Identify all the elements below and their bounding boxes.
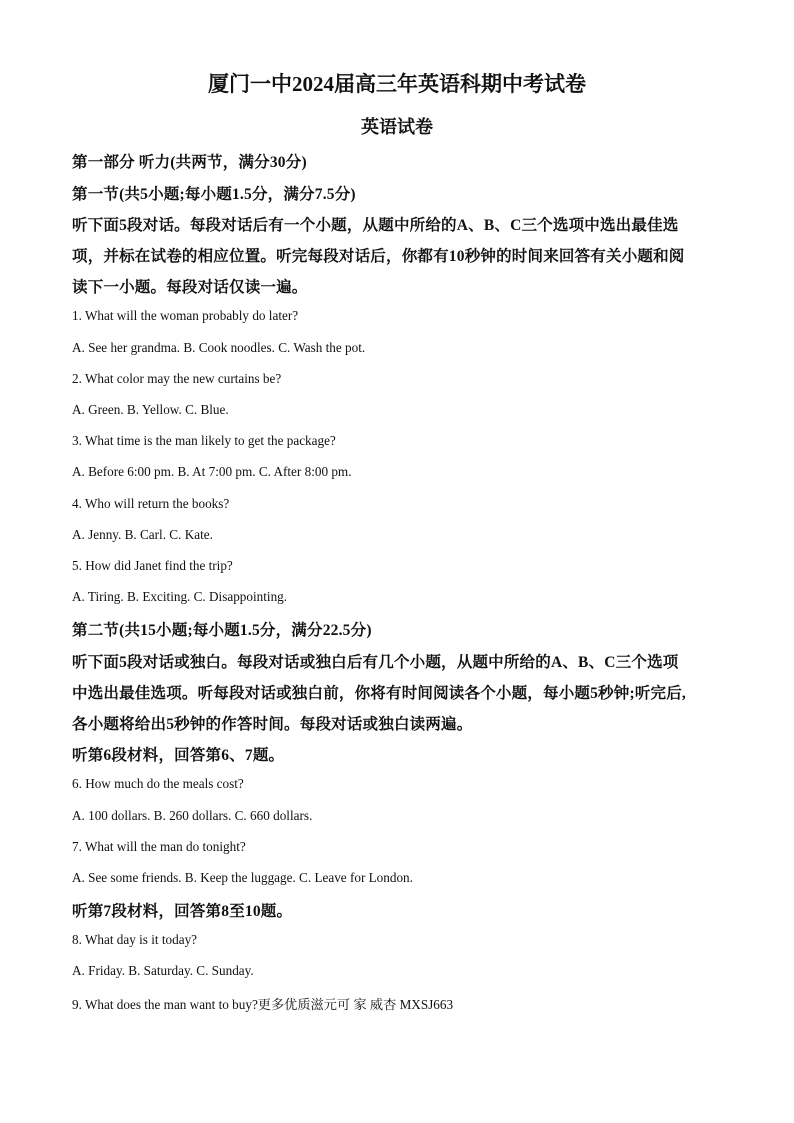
question-4: 4. Who will return the books? [72, 496, 230, 511]
section2-heading: 第二节(共15小题;每小题1.5分，满分22.5分) [72, 622, 372, 639]
question-5-options: A. Tiring. B. Exciting. C. Disappointing. [72, 589, 288, 604]
question-2: 2. What color may the new curtains be? [72, 371, 282, 386]
question-6: 6. How much do the meals cost? [72, 776, 244, 791]
section2-instructions-line: 中选出最佳选项。听每段对话或独白前，你将有时间阅读各个小题，每小题5秒钟;听完后, [72, 685, 686, 702]
question-5: 5. How did Janet find the trip? [72, 558, 233, 573]
section1-instructions-line: 听下面5段对话。每段对话后有一个小题，从题中所给的A、B、C三个选项中选出最佳选 [72, 217, 679, 234]
page-subtitle: 英语试卷 [361, 117, 433, 137]
question-2-options: A. Green. B. Yellow. C. Blue. [72, 402, 229, 417]
question-8-options: A. Friday. B. Saturday. C. Sunday. [72, 963, 254, 978]
section1-instructions-line: 项，并标在试卷的相应位置。听完每段对话后，你都有10秒钟的时间来回答有关小题和阅 [72, 248, 685, 265]
section2-instructions-line: 听下面5段对话或独白。每段对话或独白后有几个小题，从题中所给的A、B、C三个选项 [72, 654, 679, 671]
question-9: 9. What does the man want to buy?更多优质滋元可 家 威杏 MXSJ663 [72, 997, 454, 1012]
material-7-heading: 听第7段材料，回答第8至10题。 [72, 903, 293, 920]
question-4-options: A. Jenny. B. Carl. C. Kate. [72, 527, 213, 542]
section2-instructions-line: 各小题将给出5秒钟的作答时间。每段对话或独白读两遍。 [72, 716, 473, 733]
section1-instructions-line: 读下一小题。每段对话仅读一遍。 [72, 279, 308, 296]
question-3: 3. What time is the man likely to get the package? [72, 433, 336, 448]
question-1-options: A. See her grandma. B. Cook noodles. C. Wash the pot. [72, 340, 366, 355]
question-7-options: A. See some friends. B. Keep the luggage. C. Leave for London. [72, 870, 413, 885]
material-6-heading: 听第6段材料，回答第6、7题。 [72, 747, 285, 764]
question-8: 8. What day is it today? [72, 932, 198, 947]
question-7: 7. What will the man do tonight? [72, 839, 246, 854]
question-1: 1. What will the woman probably do later? [72, 308, 299, 323]
page-title: 厦门一中2024届高三年英语科期中考试卷 [208, 72, 586, 96]
question-6-options: A. 100 dollars. B. 260 dollars. C. 660 dollars. [72, 808, 313, 823]
section1-heading: 第一节(共5小题;每小题1.5分，满分7.5分) [72, 186, 356, 203]
part1-heading: 第一部分 听力(共两节，满分30分) [72, 154, 307, 171]
question-3-options: A. Before 6:00 pm. B. At 7:00 pm. C. After 8:00 pm. [72, 464, 352, 479]
